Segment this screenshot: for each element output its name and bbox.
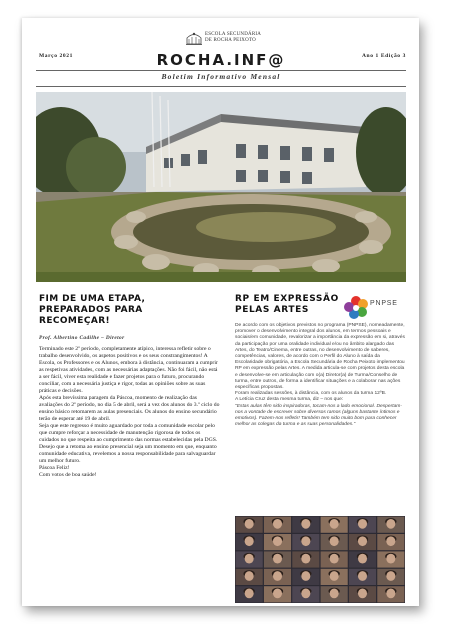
title-divider-bottom	[36, 86, 406, 87]
video-tile	[377, 569, 404, 585]
video-tile	[349, 551, 376, 567]
newsletter-subtitle: Boletim Informativo Mensal	[161, 72, 281, 81]
video-tile	[264, 517, 291, 533]
left-article-heading	[39, 294, 189, 327]
video-tile	[349, 517, 376, 533]
heading-line: RP EM EXPRESSÃO	[235, 294, 339, 304]
article-byline: Prof. Albertino Cadilhe – Diretor	[39, 335, 125, 341]
paragraph: Páscoa Feliz!	[39, 465, 70, 471]
video-tile	[236, 534, 263, 550]
paragraph: A Letícia Cruz desta mesma turma, diz – nos que:	[235, 397, 344, 403]
video-tile	[264, 586, 291, 602]
video-tile	[321, 551, 348, 567]
video-tile	[377, 517, 404, 533]
video-tile	[264, 569, 291, 585]
school-name-line2: DE ROCHA PEIXOTO	[205, 38, 256, 43]
school-building-photo	[36, 92, 406, 282]
video-tile	[321, 569, 348, 585]
heading-line: PREPARADOS PARA	[39, 305, 143, 315]
right-article-heading	[235, 294, 345, 316]
paragraph: Após esta brevíssima paragem da Páscoa, momento de realização das avaliações do 2º período, no dia 5 de abril, será a vez dos alunos do 3.º ciclo do ensino básico retomarem as aulas presenciais. Os alunos do ensino secundário terão de esperar até 19 de abril.	[39, 395, 220, 422]
video-tile	[321, 534, 348, 550]
newsletter-title: ROCHA.INF@	[156, 51, 286, 69]
video-tile	[264, 551, 291, 567]
video-tile	[292, 517, 319, 533]
video-tile	[377, 586, 404, 602]
paragraph: Terminado este 2º período, completamente atípico, interessa refletir sobre o trabalho desenvolvido, os aspetos positivos e os seus constrangimentos! A Escola, os Professores e os Alunos, embora à distância, continuaram a cumprir as respetivas atividades, com as necessárias adaptações. Não foi fácil, não está a ser fácil, viver esta realidade e fazer projetos para o futuro, procurando conciliar, com a necessária justiça e rigor, todas as opiniões sobre as suas práticas e decisões.	[39, 346, 218, 394]
video-tile	[321, 517, 348, 533]
paragraph: Desejo que a retoma ao ensino presencial seja um momento em que, enquanto comunidade educativa, revelemos a nossa responsabilidade para salvaguardar um melhor futuro.	[39, 444, 217, 464]
school-name-line1: ESCOLA SECUNDÁRIA	[205, 32, 262, 37]
video-tile	[349, 586, 376, 602]
video-tile	[292, 551, 319, 567]
video-tile	[349, 534, 376, 550]
paragraph: Seja que este regresso é muito aguardado por toda a comunidade escolar pelo que cumpre reforçar a necessidade de manutenção rigorosa de todos os cuidados no que respeita ao cumprimento das normas estabelecidas pela DGS.	[39, 423, 218, 443]
paragraph: Foram realizadas sessões, à distância, com os alunos da turma 12ºB.	[235, 391, 387, 397]
video-tile	[377, 551, 404, 567]
heading-line: FIM DE UMA ETAPA,	[39, 294, 146, 304]
issue-date: Março 2021	[39, 53, 73, 59]
video-tile	[292, 586, 319, 602]
heading-line: RECOMEÇAR!	[39, 316, 111, 326]
page-content	[36, 18, 406, 606]
pnpse-flower-icon	[344, 292, 404, 322]
paragraph: Com votos de boa saúde!	[39, 472, 97, 478]
heading-line: PELAS ARTES	[235, 305, 309, 315]
video-call-photo	[235, 516, 405, 603]
school-logo	[185, 30, 262, 50]
video-tile	[292, 534, 319, 550]
pnpse-logo-text: PNPSE	[370, 300, 398, 307]
school-seal-icon	[185, 30, 203, 46]
issue-number: Ano 1 Edição 3	[361, 53, 406, 59]
video-tile	[236, 517, 263, 533]
video-tile	[321, 586, 348, 602]
right-article-body	[235, 323, 405, 428]
newsletter-page	[22, 18, 419, 606]
video-tile	[264, 534, 291, 550]
pnpse-logo	[344, 292, 404, 322]
video-tile	[236, 586, 263, 602]
video-tile	[377, 534, 404, 550]
paragraph: De acordo com os objetivos previstos no programa (PNPSE), nomeadamente, promover o desenvolvimento integral dos alunos, em termos pessoais e sociais/em comunidade, revalorizar a importância da expressão em si, através da participação por uma oralidade individual e/ou no âmbito alargado das Artes, do Teatro/Cinema, entre outras, no desenvolvimento de saberes, competências, valores, de acordo com o Perfil do Aluno à saída da Escolaridade obrigatória, a Escola Secundária de Rocha Peixoto implementou RP em expressão pelas Artes. A medida articula-se com projetos desta escola e desenvolve-se em articulação com o(a) Diretor(a) de Turma/Conselho de turma, entre outros, de forma a identificar situações e a colaborar nas ações específicas propostas.	[235, 323, 405, 391]
title-divider-top	[36, 70, 406, 71]
left-article-body	[39, 346, 221, 479]
video-tile	[292, 569, 319, 585]
student-quote: "Estas aulas têm sido inspiradoras, tocam-nos a lado emocional. Despertam-nos a vontade de escrever sobre diversos ramos (alguns bastante íntimos e emotivos). Fazem-nos refletir! Também tem sido muito bom para conhecer melhor as colegas da turma e as suas personalidades."	[235, 403, 403, 428]
school-name	[205, 32, 261, 44]
video-tile	[349, 569, 376, 585]
video-tile	[236, 569, 263, 585]
video-tile	[236, 551, 263, 567]
